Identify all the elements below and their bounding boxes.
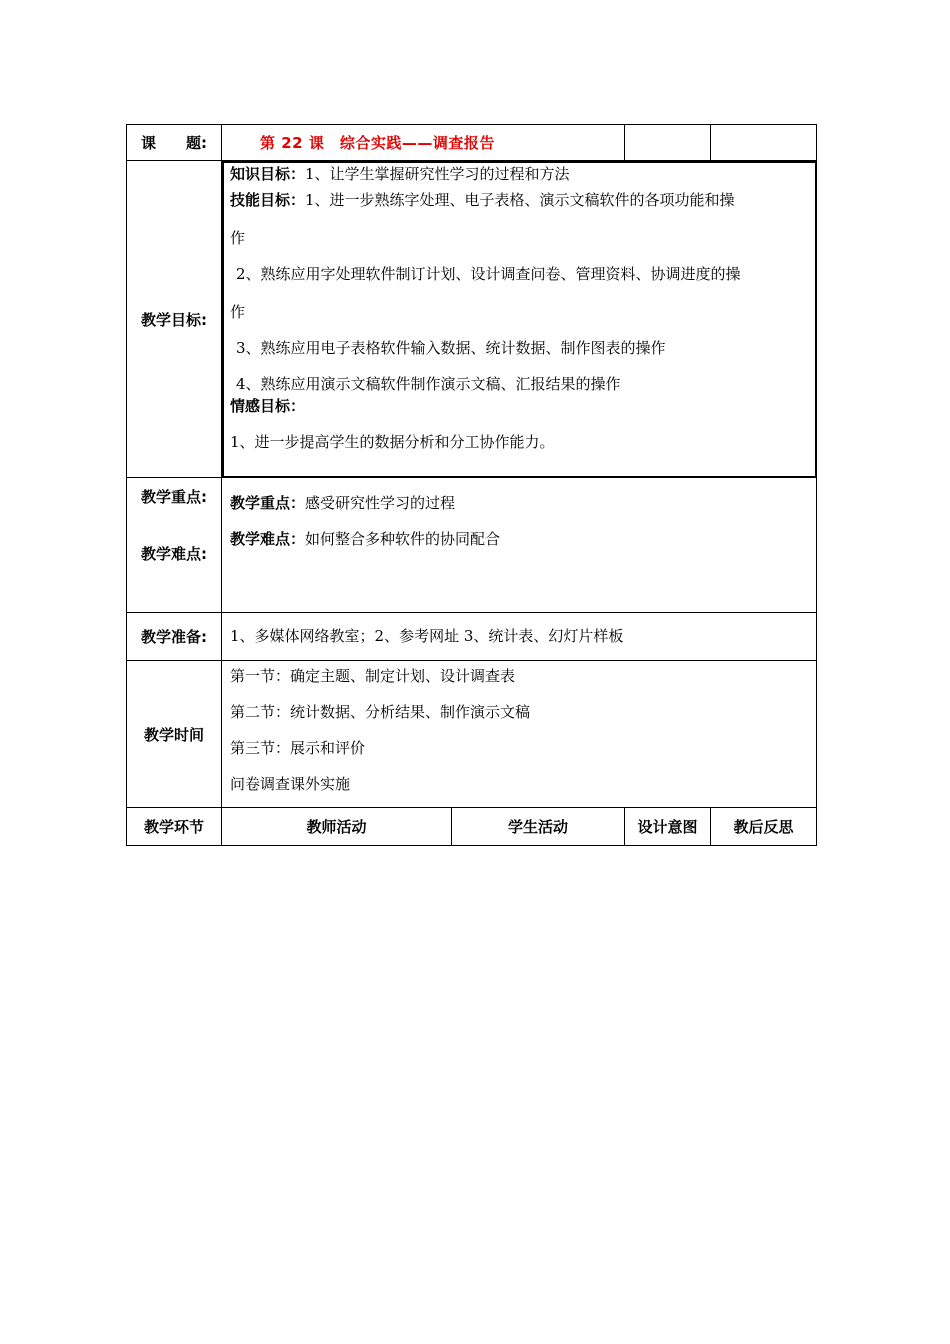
schedule-item-1: 第一节：确定主题、制定计划、设计调查表 — [230, 667, 516, 685]
schedule-content — [222, 661, 817, 808]
skill-4-text: 4、熟练应用演示文稿软件制作演示文稿、汇报结果的操作 — [236, 375, 621, 393]
skill-objective — [230, 189, 810, 211]
col-teacher: 教师活动 — [222, 808, 452, 846]
keypoints-content — [222, 478, 817, 613]
title-row — [127, 125, 817, 161]
objectives-row — [127, 161, 817, 478]
difficult-point — [230, 528, 810, 550]
emotion-1-text: 1、进一步提高学生的数据分析和分工协作能力。 — [230, 433, 555, 451]
column-header-row — [127, 808, 817, 846]
knowledge-text: 1、让学生掌握研究性学习的过程和方法 — [305, 165, 570, 183]
schedule-item-3: 第三节：展示和评价 — [230, 739, 366, 757]
difficult-label: 教学难点: — [141, 545, 207, 563]
objectives-content — [222, 161, 817, 478]
skill-2-text-b: 作 — [230, 303, 246, 321]
preparation-row — [127, 613, 817, 661]
objectives-label: 教学目标: — [127, 161, 222, 478]
difficult-heading: 教学难点： — [230, 530, 306, 548]
schedule-row — [127, 661, 817, 808]
keypoints-row — [127, 478, 817, 613]
skill-1-text-b: 作 — [230, 229, 246, 247]
title-label: 课 题: — [127, 125, 222, 161]
knowledge-objective — [230, 163, 810, 185]
col-intent: 设计意图 — [625, 808, 711, 846]
skill-2-text-a: 2、熟练应用字处理软件制订计划、设计调查问卷、管理资料、协调进度的操 — [236, 265, 741, 283]
difficult-text: 如何整合多种软件的协同配合 — [305, 530, 501, 548]
key-label: 教学重点: — [141, 488, 207, 506]
preparation-label: 教学准备: — [127, 613, 222, 661]
skill-3-text: 3、熟练应用电子表格软件输入数据、统计数据、制作图表的操作 — [236, 339, 666, 357]
title-blank-cell-2 — [711, 125, 817, 161]
lesson-plan-table — [126, 124, 817, 846]
preparation-text: 1、多媒体网络教室；2、参考网址 3、统计表、幻灯片样板 — [222, 613, 817, 661]
skill-heading: 技能目标： — [230, 191, 306, 209]
knowledge-heading: 知识目标： — [230, 165, 306, 183]
schedule-item-2: 第二节：统计数据、分析结果、制作演示文稿 — [230, 703, 531, 721]
title-blank-cell-1 — [625, 125, 711, 161]
skill-1-text-a: 1、进一步熟练字处理、电子表格、演示文稿软件的各项功能和操 — [305, 191, 735, 209]
key-point — [230, 492, 810, 514]
col-reflection: 教后反思 — [711, 808, 817, 846]
key-text: 感受研究性学习的过程 — [305, 494, 456, 512]
key-heading: 教学重点： — [230, 494, 306, 512]
schedule-item-4: 问卷调查课外实施 — [230, 775, 351, 793]
schedule-label: 教学时间 — [127, 661, 222, 808]
col-stage: 教学环节 — [127, 808, 222, 846]
lesson-title: 第 22 课 综合实践——调查报告 — [222, 125, 625, 161]
col-student: 学生活动 — [452, 808, 625, 846]
keypoints-label-cell — [127, 478, 222, 613]
emotion-heading: 情感目标： — [230, 397, 306, 415]
lesson-plan-sheet — [126, 124, 816, 846]
